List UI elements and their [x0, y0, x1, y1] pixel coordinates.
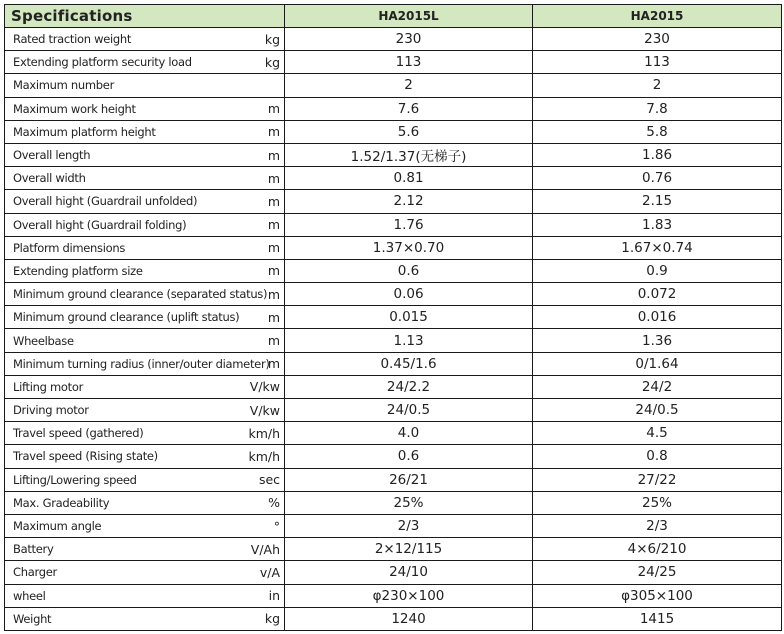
table-row — [5, 399, 782, 422]
table-row — [5, 120, 782, 143]
spec-unit-cell: kg — [241, 51, 285, 74]
spec-unit-cell: km/h — [241, 445, 285, 468]
table-row — [5, 468, 782, 491]
model-b-value-cell: 230 — [533, 28, 782, 51]
model-b-value-cell: 1415 — [533, 607, 782, 630]
model-b-value-cell: 24/0.5 — [533, 399, 782, 422]
spec-name-cell: Overall length — [5, 143, 241, 166]
model-a-value-cell: φ230×100 — [285, 584, 533, 607]
model-a-value-cell: 24/10 — [285, 561, 533, 584]
model-b-value-cell: 24/25 — [533, 561, 782, 584]
model-a-value-cell: 26/21 — [285, 468, 533, 491]
model-a-value-cell: 0.6 — [285, 259, 533, 282]
spec-name-cell: Overall width — [5, 167, 241, 190]
model-a-value-cell: 0.015 — [285, 306, 533, 329]
spec-name-cell: Lifting motor — [5, 375, 241, 398]
model-a-value-cell: 7.6 — [285, 97, 533, 120]
spec-unit-cell: m — [241, 236, 285, 259]
table-row — [5, 445, 782, 468]
model-a-value-cell: 0.06 — [285, 283, 533, 306]
model-b-value-cell: 7.8 — [533, 97, 782, 120]
spec-name-cell: Maximum number — [5, 74, 241, 97]
spec-name-cell: Minimum turning radius (inner/outer diameter) — [5, 352, 241, 375]
table-row — [5, 74, 782, 97]
table-row — [5, 213, 782, 236]
specifications-heading: Specifications — [5, 5, 285, 28]
spec-unit-cell: m — [241, 329, 285, 352]
model-b-value-cell: 25% — [533, 491, 782, 514]
table-row — [5, 491, 782, 514]
spec-unit-cell: V/kw — [241, 375, 285, 398]
spec-unit-cell: m — [241, 352, 285, 375]
model-b-value-cell: 2/3 — [533, 514, 782, 537]
header-row — [5, 5, 782, 28]
model-b-value-cell: 0.9 — [533, 259, 782, 282]
model-b-value-cell: 0/1.64 — [533, 352, 782, 375]
model-a-value-cell: 1.76 — [285, 213, 533, 236]
model-b-value-cell: 1.67×0.74 — [533, 236, 782, 259]
model-b-value-cell: φ305×100 — [533, 584, 782, 607]
spec-unit-cell: m — [241, 190, 285, 213]
table-row — [5, 51, 782, 74]
table-row — [5, 352, 782, 375]
spec-name-cell: wheel — [5, 584, 241, 607]
model-a-value-cell: 4.0 — [285, 422, 533, 445]
table-row — [5, 375, 782, 398]
table-row — [5, 561, 782, 584]
spec-unit-cell: m — [241, 306, 285, 329]
spec-unit-cell: m — [241, 283, 285, 306]
model-a-value-cell: 113 — [285, 51, 533, 74]
spec-unit-cell: m — [241, 259, 285, 282]
spec-name-cell: Extending platform size — [5, 259, 241, 282]
spec-unit-cell: % — [241, 491, 285, 514]
table-row — [5, 283, 782, 306]
table-header — [5, 5, 782, 28]
model-a-value-cell: 1.52/1.37(无梯子) — [285, 143, 533, 166]
model-a-value-cell: 24/2.2 — [285, 375, 533, 398]
table-row — [5, 143, 782, 166]
spec-name-cell: Charger — [5, 561, 241, 584]
spec-name-cell: Wheelbase — [5, 329, 241, 352]
spec-unit-cell: m — [241, 97, 285, 120]
spec-name-cell: Travel speed (gathered) — [5, 422, 241, 445]
model-a-value-cell: 230 — [285, 28, 533, 51]
model-a-value-cell: 0.81 — [285, 167, 533, 190]
model-b-value-cell: 1.83 — [533, 213, 782, 236]
spec-unit-cell: m — [241, 120, 285, 143]
table-row — [5, 190, 782, 213]
model-b-value-cell: 0.072 — [533, 283, 782, 306]
spec-unit-cell: sec — [241, 468, 285, 491]
model-b-value-cell: 2 — [533, 74, 782, 97]
specifications-table — [4, 4, 782, 631]
model-a-value-cell: 1.13 — [285, 329, 533, 352]
model-b-value-cell: 0.76 — [533, 167, 782, 190]
model-b-heading: HA2015 — [533, 5, 782, 28]
spec-name-cell: Lifting/Lowering speed — [5, 468, 241, 491]
spec-name-cell: Maximum angle — [5, 514, 241, 537]
spec-name-cell: Weight — [5, 607, 241, 630]
spec-name-cell: Rated traction weight — [5, 28, 241, 51]
table-row — [5, 236, 782, 259]
model-b-value-cell: 4×6/210 — [533, 538, 782, 561]
spec-name-cell: Driving motor — [5, 399, 241, 422]
model-a-value-cell: 0.45/1.6 — [285, 352, 533, 375]
spec-name-cell: Minimum ground clearance (separated status) — [5, 283, 241, 306]
model-b-value-cell: 27/22 — [533, 468, 782, 491]
spec-unit-cell: V/kw — [241, 399, 285, 422]
model-b-value-cell: 4.5 — [533, 422, 782, 445]
spec-unit-cell: kg — [241, 607, 285, 630]
spec-unit-cell: m — [241, 167, 285, 190]
model-b-value-cell: 0.8 — [533, 445, 782, 468]
model-b-value-cell: 2.15 — [533, 190, 782, 213]
model-b-value-cell: 1.36 — [533, 329, 782, 352]
spec-unit-cell: in — [241, 584, 285, 607]
model-a-value-cell: 2/3 — [285, 514, 533, 537]
model-a-value-cell: 24/0.5 — [285, 399, 533, 422]
spec-unit-cell: v/A — [241, 561, 285, 584]
model-a-value-cell: 2.12 — [285, 190, 533, 213]
spec-name-cell: Minimum ground clearance (uplift status) — [5, 306, 241, 329]
model-b-value-cell: 1.86 — [533, 143, 782, 166]
model-a-value-cell: 2 — [285, 74, 533, 97]
table-row — [5, 167, 782, 190]
table-row — [5, 514, 782, 537]
spec-unit-cell: m — [241, 213, 285, 236]
spec-unit-cell: km/h — [241, 422, 285, 445]
model-b-value-cell: 24/2 — [533, 375, 782, 398]
spec-unit-cell — [241, 74, 285, 97]
spec-name-cell: Platform dimensions — [5, 236, 241, 259]
table-row — [5, 97, 782, 120]
table-row — [5, 422, 782, 445]
spec-name-cell: Travel speed (Rising state) — [5, 445, 241, 468]
table-row — [5, 28, 782, 51]
model-a-value-cell: 1240 — [285, 607, 533, 630]
spec-name-cell: Overall hight (Guardrail unfolded) — [5, 190, 241, 213]
model-a-heading: HA2015L — [285, 5, 533, 28]
spec-name-cell: Max. Gradeability — [5, 491, 241, 514]
model-a-value-cell: 0.6 — [285, 445, 533, 468]
spec-name-cell: Maximum work height — [5, 97, 241, 120]
spec-name-cell: Battery — [5, 538, 241, 561]
model-a-value-cell: 1.37×0.70 — [285, 236, 533, 259]
model-a-value-cell: 25% — [285, 491, 533, 514]
spec-name-cell: Overall hight (Guardrail folding) — [5, 213, 241, 236]
spec-unit-cell: kg — [241, 28, 285, 51]
model-b-value-cell: 5.8 — [533, 120, 782, 143]
model-a-value-cell: 5.6 — [285, 120, 533, 143]
table-row — [5, 306, 782, 329]
model-b-value-cell: 113 — [533, 51, 782, 74]
spec-unit-cell: V/Ah — [241, 538, 285, 561]
table-body — [5, 28, 782, 631]
model-b-value-cell: 0.016 — [533, 306, 782, 329]
table-row — [5, 584, 782, 607]
model-a-value-cell: 2×12/115 — [285, 538, 533, 561]
table-row — [5, 538, 782, 561]
spec-name-cell: Extending platform security load — [5, 51, 241, 74]
spec-name-cell: Maximum platform height — [5, 120, 241, 143]
spec-unit-cell: m — [241, 143, 285, 166]
table-row — [5, 607, 782, 630]
table-row — [5, 259, 782, 282]
table-row — [5, 329, 782, 352]
spec-unit-cell: ° — [241, 514, 285, 537]
